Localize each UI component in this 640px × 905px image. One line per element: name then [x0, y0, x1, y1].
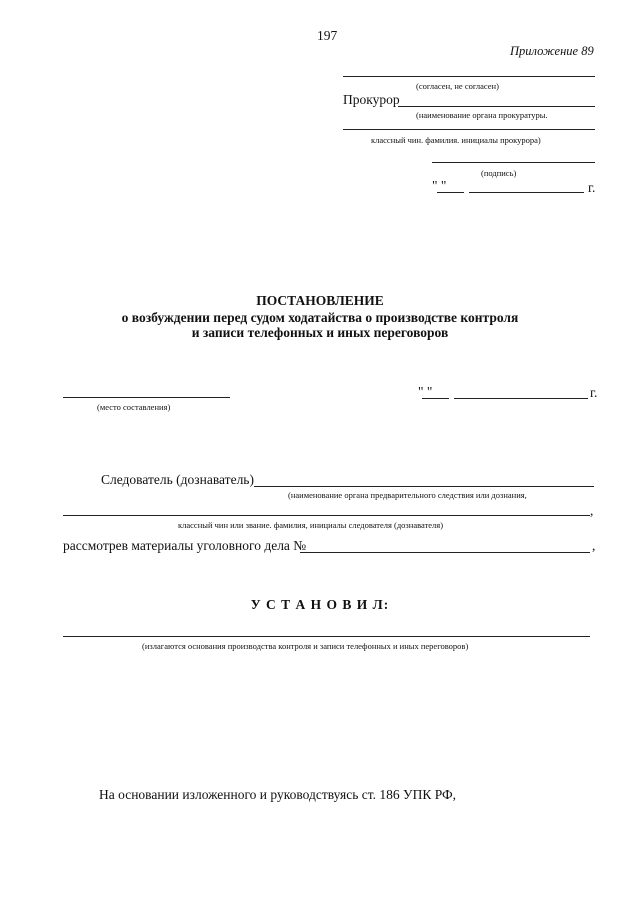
approval-day-line[interactable] [437, 192, 464, 193]
case-label: рассмотрев материалы уголовного дела № [63, 538, 307, 553]
agree-caption: (согласен, не согласен) [416, 81, 499, 91]
investigator-label: Следователь (дознаватель) [101, 472, 254, 487]
approval-date-quotes: " " [432, 178, 447, 193]
established-heading: У С Т А Н О В И Л: [250, 597, 390, 612]
investigator-org-line[interactable] [254, 486, 594, 487]
appendix-label: Приложение 89 [510, 44, 594, 58]
prosecutor-rank-line[interactable] [343, 129, 595, 130]
date-year-suffix: г. [590, 385, 598, 400]
approval-month-line[interactable] [469, 192, 584, 193]
investigator-rank-line[interactable] [63, 515, 590, 516]
date-month-line[interactable] [454, 398, 588, 399]
place-line[interactable] [63, 397, 230, 398]
case-comma: , [592, 538, 596, 553]
prosecutor-label: Прокурор [343, 92, 400, 107]
prosecutor-line[interactable] [398, 106, 595, 107]
basis-text: На основании изложенного и руководствуясь ст. 186 УПК РФ, [99, 787, 457, 802]
established-caption: (излагаются основания производства контроля и записи телефонных и иных переговоров) [142, 641, 469, 651]
established-line[interactable] [63, 636, 590, 637]
place-caption: (место составления) [97, 402, 171, 412]
approval-year-suffix: г. [588, 180, 596, 195]
document-subtitle-line2: и записи телефонных и иных переговоров [191, 325, 449, 340]
document-subtitle-line1: о возбуждении перед судом ходатайства о производстве контроля [121, 310, 519, 325]
prosecutor-caption: (наименование органа прокуратуры. [416, 110, 548, 120]
date-day-line[interactable] [422, 398, 449, 399]
investigator-rank-caption: классный чин или звание. фамилия, инициалы следователя (дознавателя) [178, 520, 444, 530]
case-number-line[interactable] [300, 552, 590, 553]
investigator-org-caption: (наименование органа предварительного следствия или дознания, [288, 490, 527, 500]
signature-line[interactable] [432, 162, 595, 163]
agree-line[interactable] [343, 76, 595, 77]
signature-caption: (подпись) [481, 168, 517, 178]
investigator-rank-comma: , [590, 503, 594, 518]
date-quotes: " " [418, 384, 433, 399]
prosecutor-rank-caption: классный чин. фамилия. инициалы прокурора) [371, 135, 541, 145]
document-title: ПОСТАНОВЛЕНИЕ [256, 293, 384, 308]
page-number: 197 [317, 28, 338, 43]
